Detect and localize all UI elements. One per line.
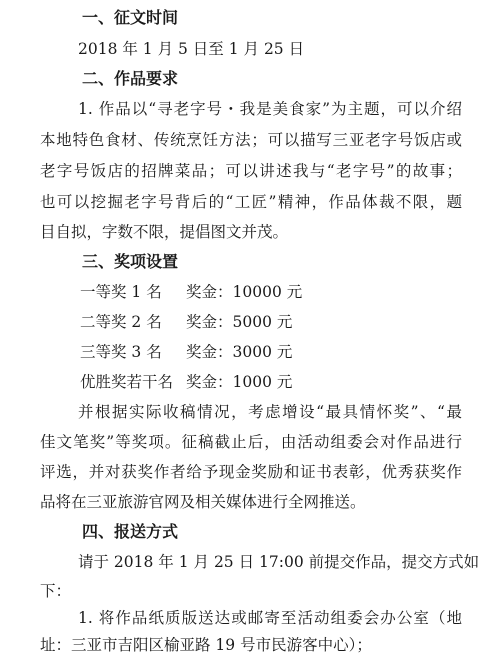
requirements-line: 也可以挖掘老字号背后的“工匠”精神，作品体裁不限，题 [40,193,462,211]
prize-amount: 奖金：1000 元 [186,373,293,391]
prize-name: 优胜奖若干名 [80,373,174,391]
submission-line: 1. 将作品纸质版送达或邮寄至活动组委会办公室（地 [78,609,462,627]
prize-amount: 奖金：3000 元 [186,343,293,361]
awards-note-line: 并根据实际收稿情况，考虑增设“最具情怀奖”、“最 [78,403,462,421]
awards-note-line: 评选，并对获奖作者给予现金奖励和证书表彰，优秀获奖作 [40,463,462,481]
prize-row [80,282,500,302]
submission-line: 址：三亚市吉阳区榆亚路 19 号市民游客中心）； [40,636,372,654]
prize-amount: 奖金：10000 元 [186,283,303,301]
prize-row [80,312,500,332]
section-heading-requirements: 二、作品要求 [82,69,179,88]
submission-line: 请于 2018 年 1 月 25 日 17:00 前提交作品，提交方式如 [78,553,480,571]
submission-line: 下： [40,582,72,600]
requirements-line: 老字号饭店的招牌菜品；可以讲述我与“老字号”的故事； [40,162,462,180]
section-heading-time: 一、征文时间 [82,8,179,27]
prize-name: 三等奖 3 名 [80,343,162,361]
requirements-line: 目自拟，字数不限，提倡图文并茂。 [40,223,289,241]
submission-period: 2018 年 1 月 5 日至 1 月 25 日 [78,40,305,58]
prize-amount: 奖金：5000 元 [186,313,293,331]
prize-name: 二等奖 2 名 [80,313,162,331]
awards-note-line: 佳文笔奖”等奖项。征稿截止后，由活动组委会对作品进行 [40,433,462,451]
requirements-line: 1. 作品以“寻老字号・我是美食家”为主题，可以介绍 [78,100,462,118]
prize-row [80,372,500,392]
prize-name: 一等奖 1 名 [80,283,162,301]
requirements-line: 本地特色食材、传统烹饪方法；可以描写三亚老字号饭店或 [40,131,462,149]
section-heading-submission: 四、报送方式 [82,522,179,541]
section-heading-awards: 三、奖项设置 [82,252,179,271]
awards-note-line: 品将在三亚旅游官网及相关媒体进行全网推送。 [40,493,366,511]
prize-row [80,342,500,362]
